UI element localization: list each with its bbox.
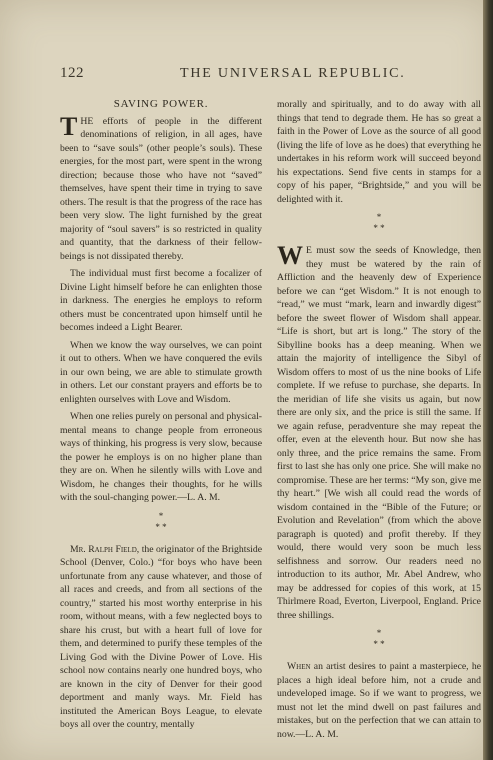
right-column: [277, 98, 481, 745]
paragraph-brightside-continued: morally and spiritually, and to do away with all things that tend to degrade them. He has so great a faith in the Power of Love as the source of all good (living the life of love as he does) that everything he undertakes in his reform work will succeed beyond his expectations. Send five cents in stamps for a copy of his paper, “Brightside,” and you will be delighted with it.: [277, 99, 481, 205]
paragraph-saving-power-2: The individual must first become a focalizer of Divine Light himself before he can enlighten those in darkness. The energies he employs to reform others must be concentrated upon himself until he becomes indeed a Light Bearer.: [60, 268, 262, 333]
paragraph-text: the originator of the Brightside School (Denver, Colo.) “for boys who have been unfortunate from any cause whatever, and those of all races and creeds, and from all sections of the country,” started his most worthy enterprise in his room, without means, with a few neglected boys to share his crust, but with a heart full of love for them, and determined to purify these temples of the Living God with the Divine Power of Love. His school now contains nearly one hundred boys, who are known in the city of Denver for their good deportment and manly ways. Mr. Field has instituted the American Boys League, to elevate boys all over the country, mentally: [60, 543, 262, 730]
section-divider-asterisks: [60, 511, 262, 533]
paragraph-lead-in: Mr. Ralph Field,: [70, 543, 140, 555]
asterisk-single: *: [376, 628, 382, 638]
section-title-saving-power: SAVING POWER.: [113, 98, 209, 110]
paragraph-seeds-of-knowledge: [277, 241, 481, 622]
paragraph-saving-power-3: When we know the way ourselves, we can point it out to others. When we have conquered the evils in our own being, we are able to stimulate growth in others. Let our constant prayers and efforts be to enlighten ourselves with Love and Wisdom.: [60, 339, 262, 405]
drop-cap-letter: W: [277, 241, 303, 270]
paragraph-text: HE efforts of people in the different denominations of religion, in all ages, have been to “save souls” (other people’s souls). These energies, for the most part, were spent in the wrong direction; because those who have not “saved” themselves, have spent their time in trying to save others. The result is that the progress of the race has been very slow. The light furnished by the great majority of “soul savers” is so restricted in quality and quantity, that the darkness of their fellow-beings is not dissipated thereby.: [60, 115, 262, 262]
left-column: [60, 98, 262, 736]
section-divider-asterisks: [277, 628, 481, 650]
paragraph-artist-masterpiece: [277, 660, 481, 741]
book-spine-edge: [483, 0, 493, 760]
asterisk-pair: * *: [373, 639, 385, 649]
paragraph-text: an artist desires to paint a masterpiece, he places a high ideal before him, not a crude and undeveloped image. So if we want to progress, we must not let the mind dwell on past failures and mistakes, but on the perfection that we can attain to now.—L. A. M.: [277, 661, 481, 740]
asterisk-single: *: [376, 212, 382, 222]
paragraph-saving-power-4: When one relies purely on personal and physical-mental means to change people from erroneous ways of thinking, his progress is very slow, because the power he employs is on no higher plane than they are on. When he silently wills with Love and Wisdom, he changes their thoughts, for he wills with the soul-changing power.—L. A. M.: [60, 411, 262, 503]
drop-cap-letter: T: [60, 111, 78, 141]
page-number: 122: [60, 65, 84, 81]
asterisk-pair: * *: [155, 521, 167, 532]
page-header: [0, 63, 483, 83]
paragraph-text: E must sow the seeds of Knowledge, then they must be watered by the rain of Affliction and the heavenly dew of Experience before we can “get Wisdom.” It is not enough to “read,” we must “mark, learn and inwardly digest” before the sweet flower of Wisdom shall appear. “Life is short, but art is long.” The story of the Sibylline books has a deep meaning. When we attain the majority of intelligence the Sibyl of Wisdom offers to most of us the nine books of Life complete. If we refuse to purchase, she departs. In the meridian of life she visits us again, but now there are only six, and the price is still the same. If we again refuse, peradventure she may repeat the offer, even at the eleventh hour. But now she has only three, and the price remains the same. From first to last she has only one price. She will make no compromise. These are her terms: “My son, give me thy heart.” [We wish all could read the words of wisdom contained in the “Bible of the Future; or Evolution and Revelation” (from which the above paragraph is quoted) and profit thereby. If they would, there would very soon be much less selfishness and sorrow. Our readers need no introduction to its author, Mr. Abel Andrew, who may be addressed for copies of this work, at 15 Thirlmere Road, Everton, Liverpool, England. Price three shillings.: [277, 245, 481, 621]
asterisk-pair: * *: [373, 223, 385, 233]
paragraph-ralph-field: [60, 543, 262, 732]
running-title: THE UNIVERSAL REPUBLIC.: [180, 66, 406, 81]
paragraph-lead-in: When: [287, 661, 311, 672]
paragraph-saving-power-1: [60, 111, 262, 264]
section-divider-asterisks: [277, 212, 481, 234]
asterisk-single: *: [158, 510, 164, 521]
